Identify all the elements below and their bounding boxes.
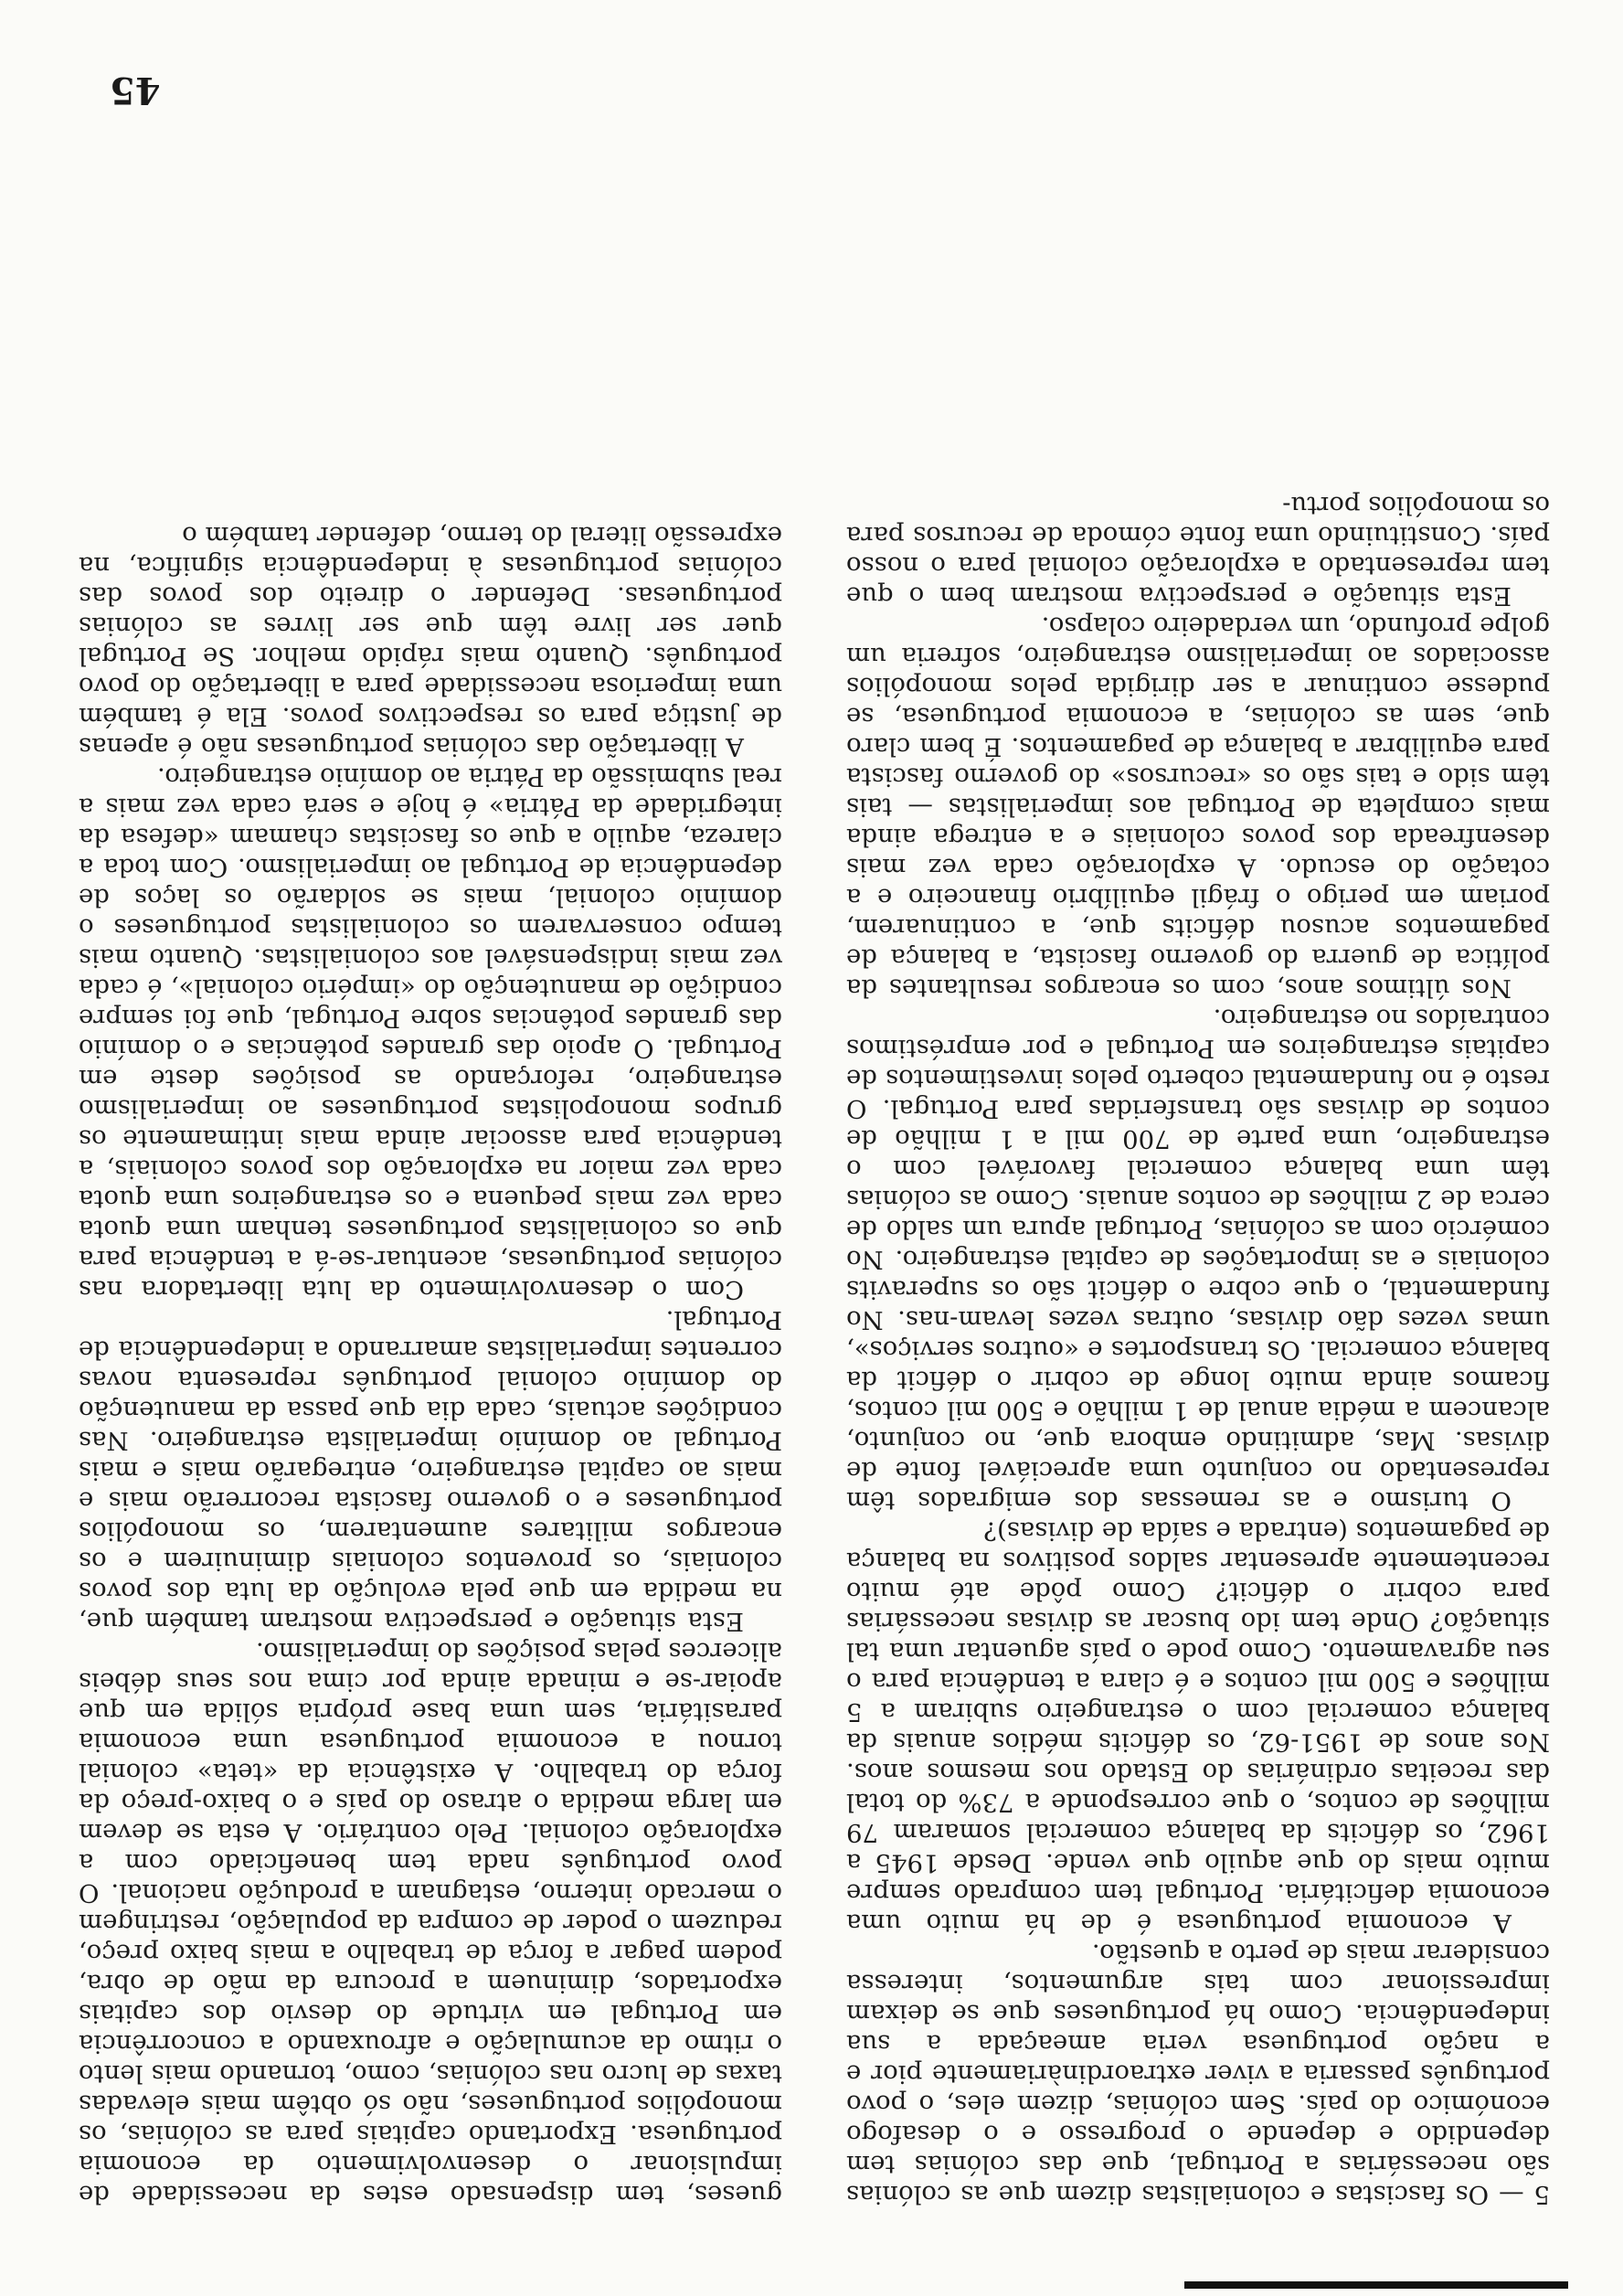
page-number: 45 [110, 69, 161, 112]
left-column [846, 116, 1550, 2209]
right-column [79, 116, 782, 2209]
paragraph: Esta situação e perspectiva mostram também que, na medida em que pela evolução da luta dos povos coloniais, os proventos coloniais diminuirem e os encargos militares aumentarem, os monopólios portugueses e o governo fascista recorrerão mais e mais ao capital estrangeiro, entregarão mais e mais Portugal ao domínio imperialista estrangeiro. Nas condições actuais, cada dia que passa da manutenção do domínio colonial português representa novas correntes imperialistas amarrando a independência de Portugal. [79, 1305, 782, 1636]
paragraph: Nos últimos anos, com os encargos resultantes da política de guerra do governo fascista, a balança de pagamentos acusou déficits que, a continuarem, poriam em perigo o frágil equilíbrio financeiro e a cotação do escudo. A exploração cada vez mais desenfreada dos povos coloniais e a entrega ainda mais completa de Portugal aos imperialistas — tais têm sido e tais são os «recursos» do governo fascista para equilibrar a balança de pagamentos. É bem claro que, sem as colónias, a economia portuguesa, se pudesse continuar a ser dirigida pelos monopólios associados ao imperialismo estrangeiro, sofreria um golpe profundo, um verdadeiro colapso. [846, 611, 1550, 1003]
paragraph: gueses, tem dispensado estes da necessidade de impulsionar o desenvolvimento da economia portuguesa. Exportando capitais para as colónias, os monopólios portugueses, não só obtêm mais elevadas taxas de lucro nas colónias, como, tornando mais lento o ritmo da acumulação e afrouxando a concorrência em Portugal em virtude do desvio dos capitais exportados, diminuem a procura da mão de obra, podem pagar a força de trabalho a mais baixo preço, reduzem o poder de compra da população, restringem o mercado interno, estagnam a produção nacional. O povo português nada tem beneficiado com a exploração colonial. Pelo contrário. A esta se devem em larga medida o atraso do país e o baixo-preço da força do trabalho. A existência da «teta» colonial tornou a economia portuguesa uma economia parasitária, sem uma base própria sólida em que apoiar-se e minada ainda por cima nos seus débeis alicerces pelas posições do imperialismo. [79, 1637, 782, 2209]
paragraph: Esta situação e perspectiva mostram bem o que tem representado a exploração colonial para o nosso país. Constituindo uma fonte cómoda de recursos para os monopólios portu- [846, 491, 1550, 611]
paragraph: A economia portuguesa é de há muito uma economia deficitária. Portugal tem comprado sempre muito mais do que aquilo que vende. Desde 1945 a 1962, os déficits da balança comercial somaram 79 milhões de contos, o que corresponde a 73% do total das receitas ordinárias do Estado nos mesmos anos. Nos anos de 1951-62, os déficits médios anuais da balança comercial com o estrangeiro subiram a 5 milhões e 500 mil contos e é clara a tendência para o seu agravamento. Como pode o país aguentar uma tal situação? Onde tem ido buscar as divisas necessárias para cobrir o déficit? Como pôde até muito recentemente apresentar saldos positivos na balança de pagamentos (entrada e saída de divisas)? [846, 1516, 1550, 1938]
paragraph: A libertação das colónias portuguesas não é apenas de justiça para os respectivos povos. Ela é também uma imperiosa necessidade para a libertação do povo português. Quanto mais rápido melhor. Se Portugal quer ser livre têm que ser livres as colónias portuguesas. Defender o direito dos povos das colónias portuguesas à independência significa, na expressão literal do termo, defender também o [79, 521, 782, 761]
paragraph: O turismo e as remessas dos emigrados têm representado no conjunto uma apreciável fonte de divisas. Mas, admitindo embora que, no conjunto, alcancem a média anual de 1 milhão e 500 mil contos, ficamos ainda muito longe de cobrir o déficit da balança comercial. Os transportes e «outros serviços», umas vezes dão divisas, outras vezes levam-nas. No fundamental, o que cobre o déficit são os superavits coloniais e as importações de capital estrangeiro. No comércio com as colónias, Portugal apura um saldo de cerca de 2 milhões de contos anuais. Como as colónias têm uma balança comercial favorável com o estrangeiro, uma parte de 700 mil a 1 milhão de contos de divisas são transferidas para Portugal. O resto é no fundamental coberto pelos investimentos de capitais estrangeiros em Portugal e por empréstimos contraídos no estrangeiro. [846, 1004, 1550, 1515]
top-rule [1184, 2281, 1568, 2289]
paragraph: Com o desenvolvimento da luta libertadora nas colónias portuguesas, acentuar-se-á a tendência para que os colonialistas portugueses tenham uma quota cada vez mais pequena e os estrangeiros uma quota cada vez maior na exploração dos povos coloniais, a tendência para associar ainda mais intimamente os grupos monopolistas portugueses ao imperialismo estrangeiro, reforçando as posições deste em Portugal. O apoio das grandes potências e o domínio das grandes potências sobre Portugal, que foi sempre condição de manutenção do «império colonial», é cada vez mais indispensável aos colonialistas. Quanto mais tempo conservarem os colonialistas portugueses o domínio colonial, mais se soldarão os laços de dependência de Portugal ao imperialismo. Com toda a clareza, aquilo a que os fascistas chamam «defesa da integridade da Pátria» é hoje e será cada vez mais a real submissão da Pátria ao domínio estrangeiro. [79, 762, 782, 1304]
paragraph: 5 — Os fascistas e colonialistas dizem que as colónias são necessárias a Portugal, que das colónias tem dependido e depende o progresso e o desafogo económico do país. Sem colónias, dizem eles, o povo português passaria a viver extraordinàriamente pior e a nação portuguesa veria ameaçada a sua independência. Como há portugueses que se deixam impressionar com tais argumentos, interessa considerar mais de perto a questão. [846, 1939, 1550, 2209]
